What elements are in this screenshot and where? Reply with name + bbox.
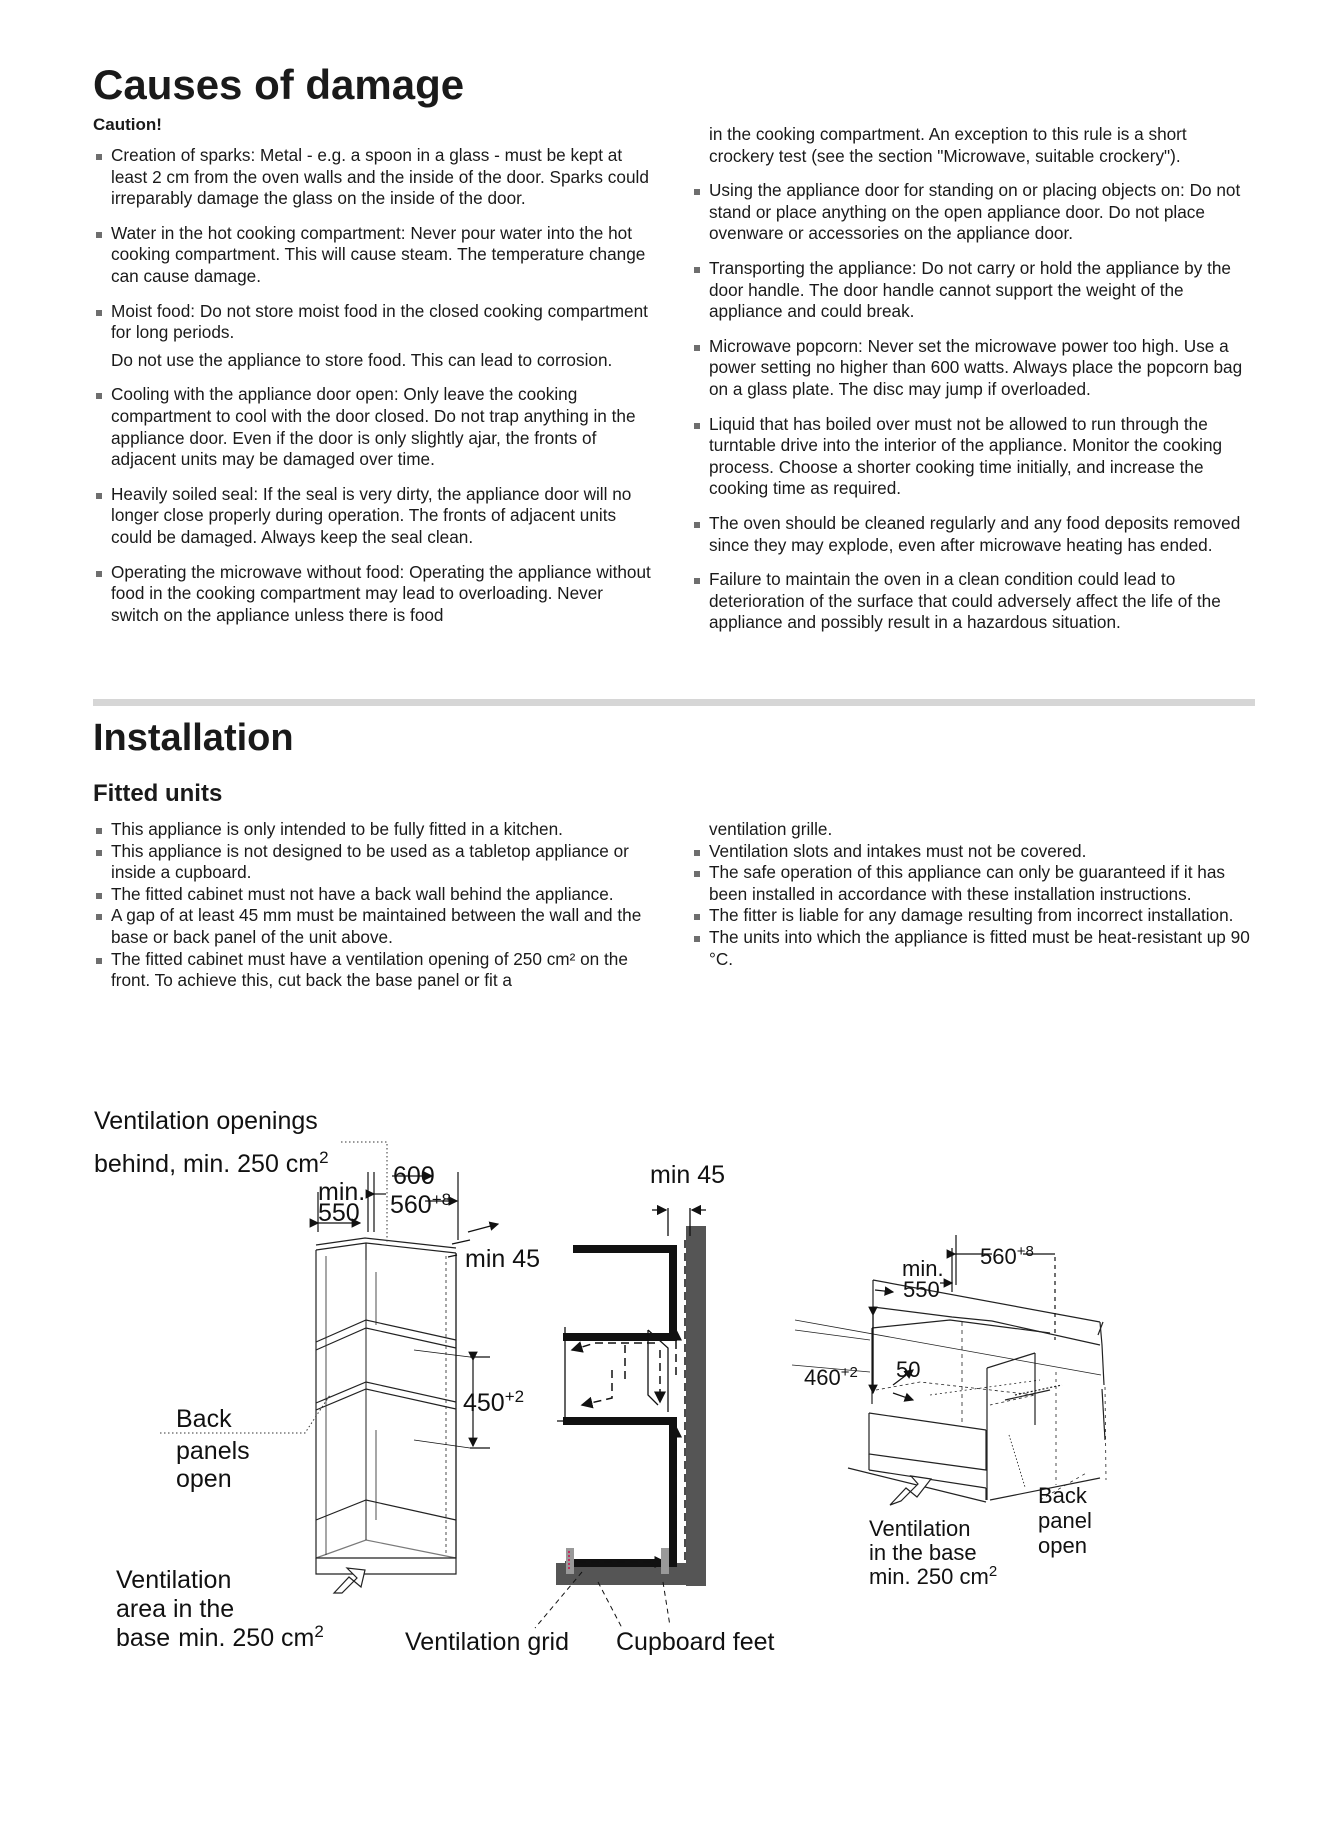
list-item: Heavily soiled seal: If the seal is very dirty, the appliance door will no longer close properly during operation. The fronts of adjacent units could be damaged. Always keep the seal clean. — [93, 484, 653, 549]
list-item: This appliance is not designed to be used as a tabletop appliance or inside a cupboard. — [93, 841, 658, 884]
dim-560: $560^{+8}$ — [390, 1190, 452, 1219]
cross-section-drawing — [535, 1208, 706, 1628]
caution-label: Caution! — [93, 115, 162, 134]
list-item: Operating the microwave without food: Operating the appliance without food in the cooking compartment may lead to overloading. Never switch on the appliance unless there is food — [93, 562, 653, 627]
dim-min45-wall: min 45 — [650, 1161, 726, 1189]
vent-behind-label-1: Ventilation openings — [94, 1107, 318, 1135]
list-item: The fitter is liable for any damage resulting from incorrect installation. — [691, 905, 1261, 927]
damage-title: Causes of damage — [93, 61, 465, 108]
list-item: The oven should be cleaned regularly and any food deposits removed since they may explode, even after microwave heating has ended. — [691, 513, 1256, 556]
vent-area-label-1: Ventilation — [116, 1566, 232, 1594]
cupboard-feet-label: Cupboard feet — [616, 1628, 775, 1656]
vent-grid-label: Ventilation grid — [405, 1628, 570, 1656]
right-back-label-3: open — [1038, 1533, 1087, 1558]
list-item: A gap of at least 45 mm must be maintained between the wall and the base or back panel of the unit above. — [93, 905, 658, 948]
dim-600: 600 — [393, 1162, 435, 1190]
list-item: The fitted cabinet must not have a back wall behind the appliance. — [93, 884, 658, 906]
right-dim-560: $560^{+8}$ — [980, 1243, 1034, 1269]
list-item-continuation: ventilation grille. — [709, 819, 833, 839]
right-dim-550: 550 — [903, 1277, 940, 1302]
list-item: The units into which the appliance is fitted must be heat-resistant up 90 °C. — [691, 927, 1261, 970]
back-panels-label-1: Back — [176, 1405, 232, 1433]
right-back-label-2: panel — [1038, 1508, 1092, 1533]
list-item: Using the appliance door for standing on or placing objects on: Do not stand or place anything on the open appliance door. Do not place ovenware or accessories on the appliance door. — [691, 180, 1256, 245]
right-dim-min: min. — [902, 1256, 944, 1281]
list-item: Moist food: Do not store moist food in the closed cooking compartment for long periods. — [93, 301, 653, 344]
list-item: Transporting the appliance: Do not carry or hold the appliance by the door handle. The door handle cannot support the weight of the appliance and could break. — [691, 258, 1256, 323]
list-item: The safe operation of this appliance can only be guaranteed if it has been installed in accordance with these installation instructions. — [691, 862, 1261, 905]
list-item: Failure to maintain the oven in a clean condition could lead to deterioration of the surface that could adversely affect the life of the appliance and possibly result in a hazardous situation. — [691, 569, 1256, 634]
list-item: This appliance is only intended to be fully fitted in a kitchen. — [93, 819, 658, 841]
dim-550: 550 — [318, 1199, 360, 1227]
installation-title: Installation — [93, 717, 294, 759]
list-item: Cooling with the appliance door open: Only leave the cooking compartment to cool with the door closed. Do not trap anything in the appliance door. Even if the door is only slightly ajar, the fronts of adjacent units may be damaged over time. — [93, 384, 653, 470]
vent-area-label-3: base min. 250 $cm^2$ — [116, 1622, 324, 1652]
vent-area-label-2: area in the — [116, 1595, 235, 1623]
right-vent-label-1: Ventilation — [869, 1516, 971, 1541]
right-dim-50: 50 — [896, 1357, 921, 1382]
back-panels-label-3: open — [176, 1465, 232, 1493]
right-vent-label-2: in the base — [869, 1540, 977, 1565]
back-panels-label-2: panels — [176, 1437, 250, 1465]
dim-min45-cabinet: min 45 — [465, 1245, 541, 1273]
right-vent-label-3: min. 250 $cm^2$ — [869, 1563, 998, 1589]
right-dim-460: $460^{+2}$ — [804, 1364, 858, 1390]
list-item: The fitted cabinet must have a ventilation opening of 250 cm² on the front. To achieve this, cut back the base panel or fit a — [93, 949, 658, 992]
dim-450: $450^{+2}$ — [463, 1387, 525, 1417]
dim-min: min. — [318, 1178, 366, 1206]
list-item: Liquid that has boiled over must not be allowed to run through the turntable drive into the interior of the appliance. Monitor the cooking process. Choose a shorter cooking time initially, and increase the cooking time as required. — [691, 414, 1256, 500]
tall-cabinet-drawing — [316, 1238, 456, 1574]
list-item: Creation of sparks: Metal - e.g. a spoon in a glass - must be kept at least 2 cm from the oven walls and the inside of the door. Sparks could irreparably damage the glass on the inside of the door. — [93, 145, 653, 210]
list-item-continuation: in the cooking compartment. An exception to this rule is a short crockery test (see the section "Microwave, suitable crockery"). — [709, 124, 1187, 166]
list-item: Microwave popcorn: Never set the microwave power too high. Use a power setting no higher than 600 watts. Always place the popcorn bag on a glass plate. The disc may jump if overloaded. — [691, 336, 1256, 401]
fitted-units-heading: Fitted units — [93, 780, 223, 807]
right-back-label-1: Back — [1038, 1483, 1087, 1508]
list-item: Water in the hot cooking compartment: Never pour water into the hot cooking compartment. This will cause steam. The temperature change can cause damage. — [93, 223, 653, 288]
base-unit-drawing — [792, 1280, 1106, 1502]
list-item-continuation: Do not use the appliance to store food. This can lead to corrosion. — [111, 349, 613, 370]
list-item: Ventilation slots and intakes must not be covered. — [691, 841, 1261, 863]
vent-behind-label-2: behind, min. 250 $cm^2$ — [94, 1148, 329, 1178]
